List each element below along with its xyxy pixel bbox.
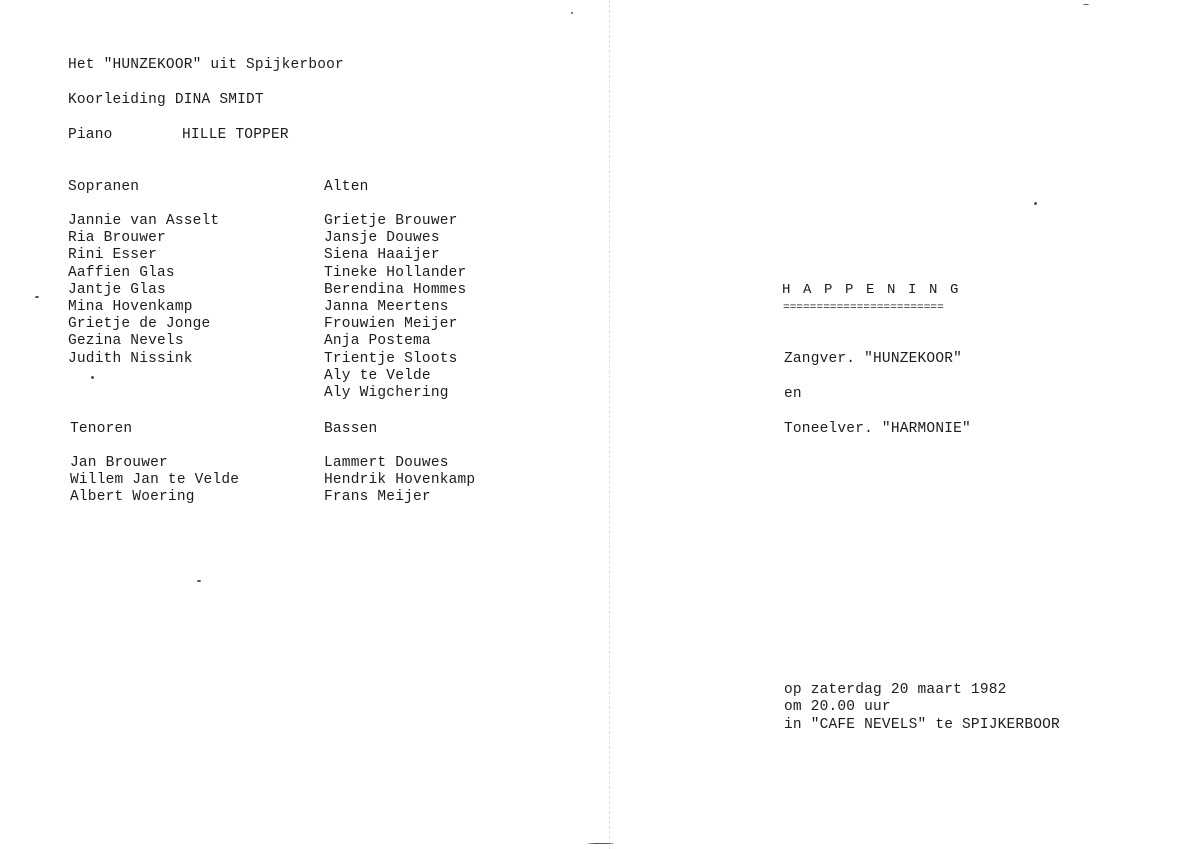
member-name: Grietje de Jonge bbox=[68, 316, 211, 333]
event-time: om 20.00 uur bbox=[784, 699, 891, 715]
member-name: Tineke Hollander bbox=[324, 264, 467, 281]
member-name: Jannie van Asselt bbox=[68, 213, 220, 229]
ink-speck bbox=[91, 376, 94, 379]
member-name: Lammert Douwes bbox=[324, 455, 449, 471]
piano-name: HILLE TOPPER bbox=[182, 127, 289, 143]
member-name: Aaffien Glas bbox=[68, 264, 175, 281]
conductor-line: Koorleiding DINA SMIDT bbox=[68, 92, 264, 108]
event-title: HAPPENING bbox=[782, 282, 972, 298]
member-list-sopranen bbox=[68, 213, 219, 368]
member-name: Anja Postema bbox=[324, 333, 431, 350]
member-name: Trientje Sloots bbox=[324, 350, 458, 367]
member-name: Jan Brouwer bbox=[70, 455, 168, 471]
ink-speck bbox=[588, 843, 614, 844]
member-name: Jantje Glas bbox=[68, 281, 166, 298]
member-name: Jansje Douwes bbox=[324, 230, 440, 247]
piano-label: Piano bbox=[68, 127, 113, 143]
member-list-alten bbox=[324, 213, 466, 402]
member-name: Albert Woering bbox=[70, 489, 195, 506]
member-name: Janna Meertens bbox=[324, 299, 449, 316]
conjunction-text: en bbox=[784, 386, 802, 402]
event-date: op zaterdag 20 maart 1982 bbox=[784, 682, 1007, 698]
section-heading-bassen: Bassen bbox=[324, 421, 378, 437]
member-name: Frans Meijer bbox=[324, 489, 431, 506]
member-name: Ria Brouwer bbox=[68, 230, 166, 247]
member-name: Aly Wigchering bbox=[324, 385, 449, 402]
member-name: Willem Jan te Velde bbox=[70, 472, 240, 489]
member-name: Mina Hovenkamp bbox=[68, 299, 193, 316]
ink-speck bbox=[35, 296, 39, 298]
ink-speck bbox=[1034, 202, 1037, 205]
ink-speck bbox=[571, 12, 573, 14]
member-name: Aly te Velde bbox=[324, 367, 431, 384]
organizer-theatre: Toneelver. "HARMONIE" bbox=[784, 421, 971, 437]
choir-title: Het "HUNZEKOOR" uit Spijkerboor bbox=[68, 57, 344, 73]
organizer-choir: Zangver. "HUNZEKOOR" bbox=[784, 351, 963, 367]
event-title-underline: ======================== bbox=[783, 302, 944, 314]
member-list-tenoren bbox=[70, 455, 239, 507]
member-name: Berendina Hommes bbox=[324, 281, 467, 298]
member-list-bassen bbox=[324, 455, 475, 507]
ink-speck bbox=[1083, 4, 1089, 5]
member-name: Hendrik Hovenkamp bbox=[324, 472, 476, 489]
event-venue: in "CAFE NEVELS" te SPIJKERBOOR bbox=[784, 717, 1060, 733]
section-heading-alten: Alten bbox=[324, 179, 369, 195]
member-name: Grietje Brouwer bbox=[324, 213, 458, 229]
ink-speck bbox=[197, 580, 201, 582]
member-name: Judith Nissink bbox=[68, 350, 193, 367]
member-name: Gezina Nevels bbox=[68, 333, 184, 350]
section-heading-sopranen: Sopranen bbox=[68, 179, 140, 195]
section-heading-tenoren: Tenoren bbox=[70, 421, 133, 437]
member-name: Siena Haaijer bbox=[324, 247, 440, 264]
member-name: Rini Esser bbox=[68, 247, 158, 264]
right-page bbox=[600, 0, 1200, 849]
member-name: Frouwien Meijer bbox=[324, 316, 458, 333]
